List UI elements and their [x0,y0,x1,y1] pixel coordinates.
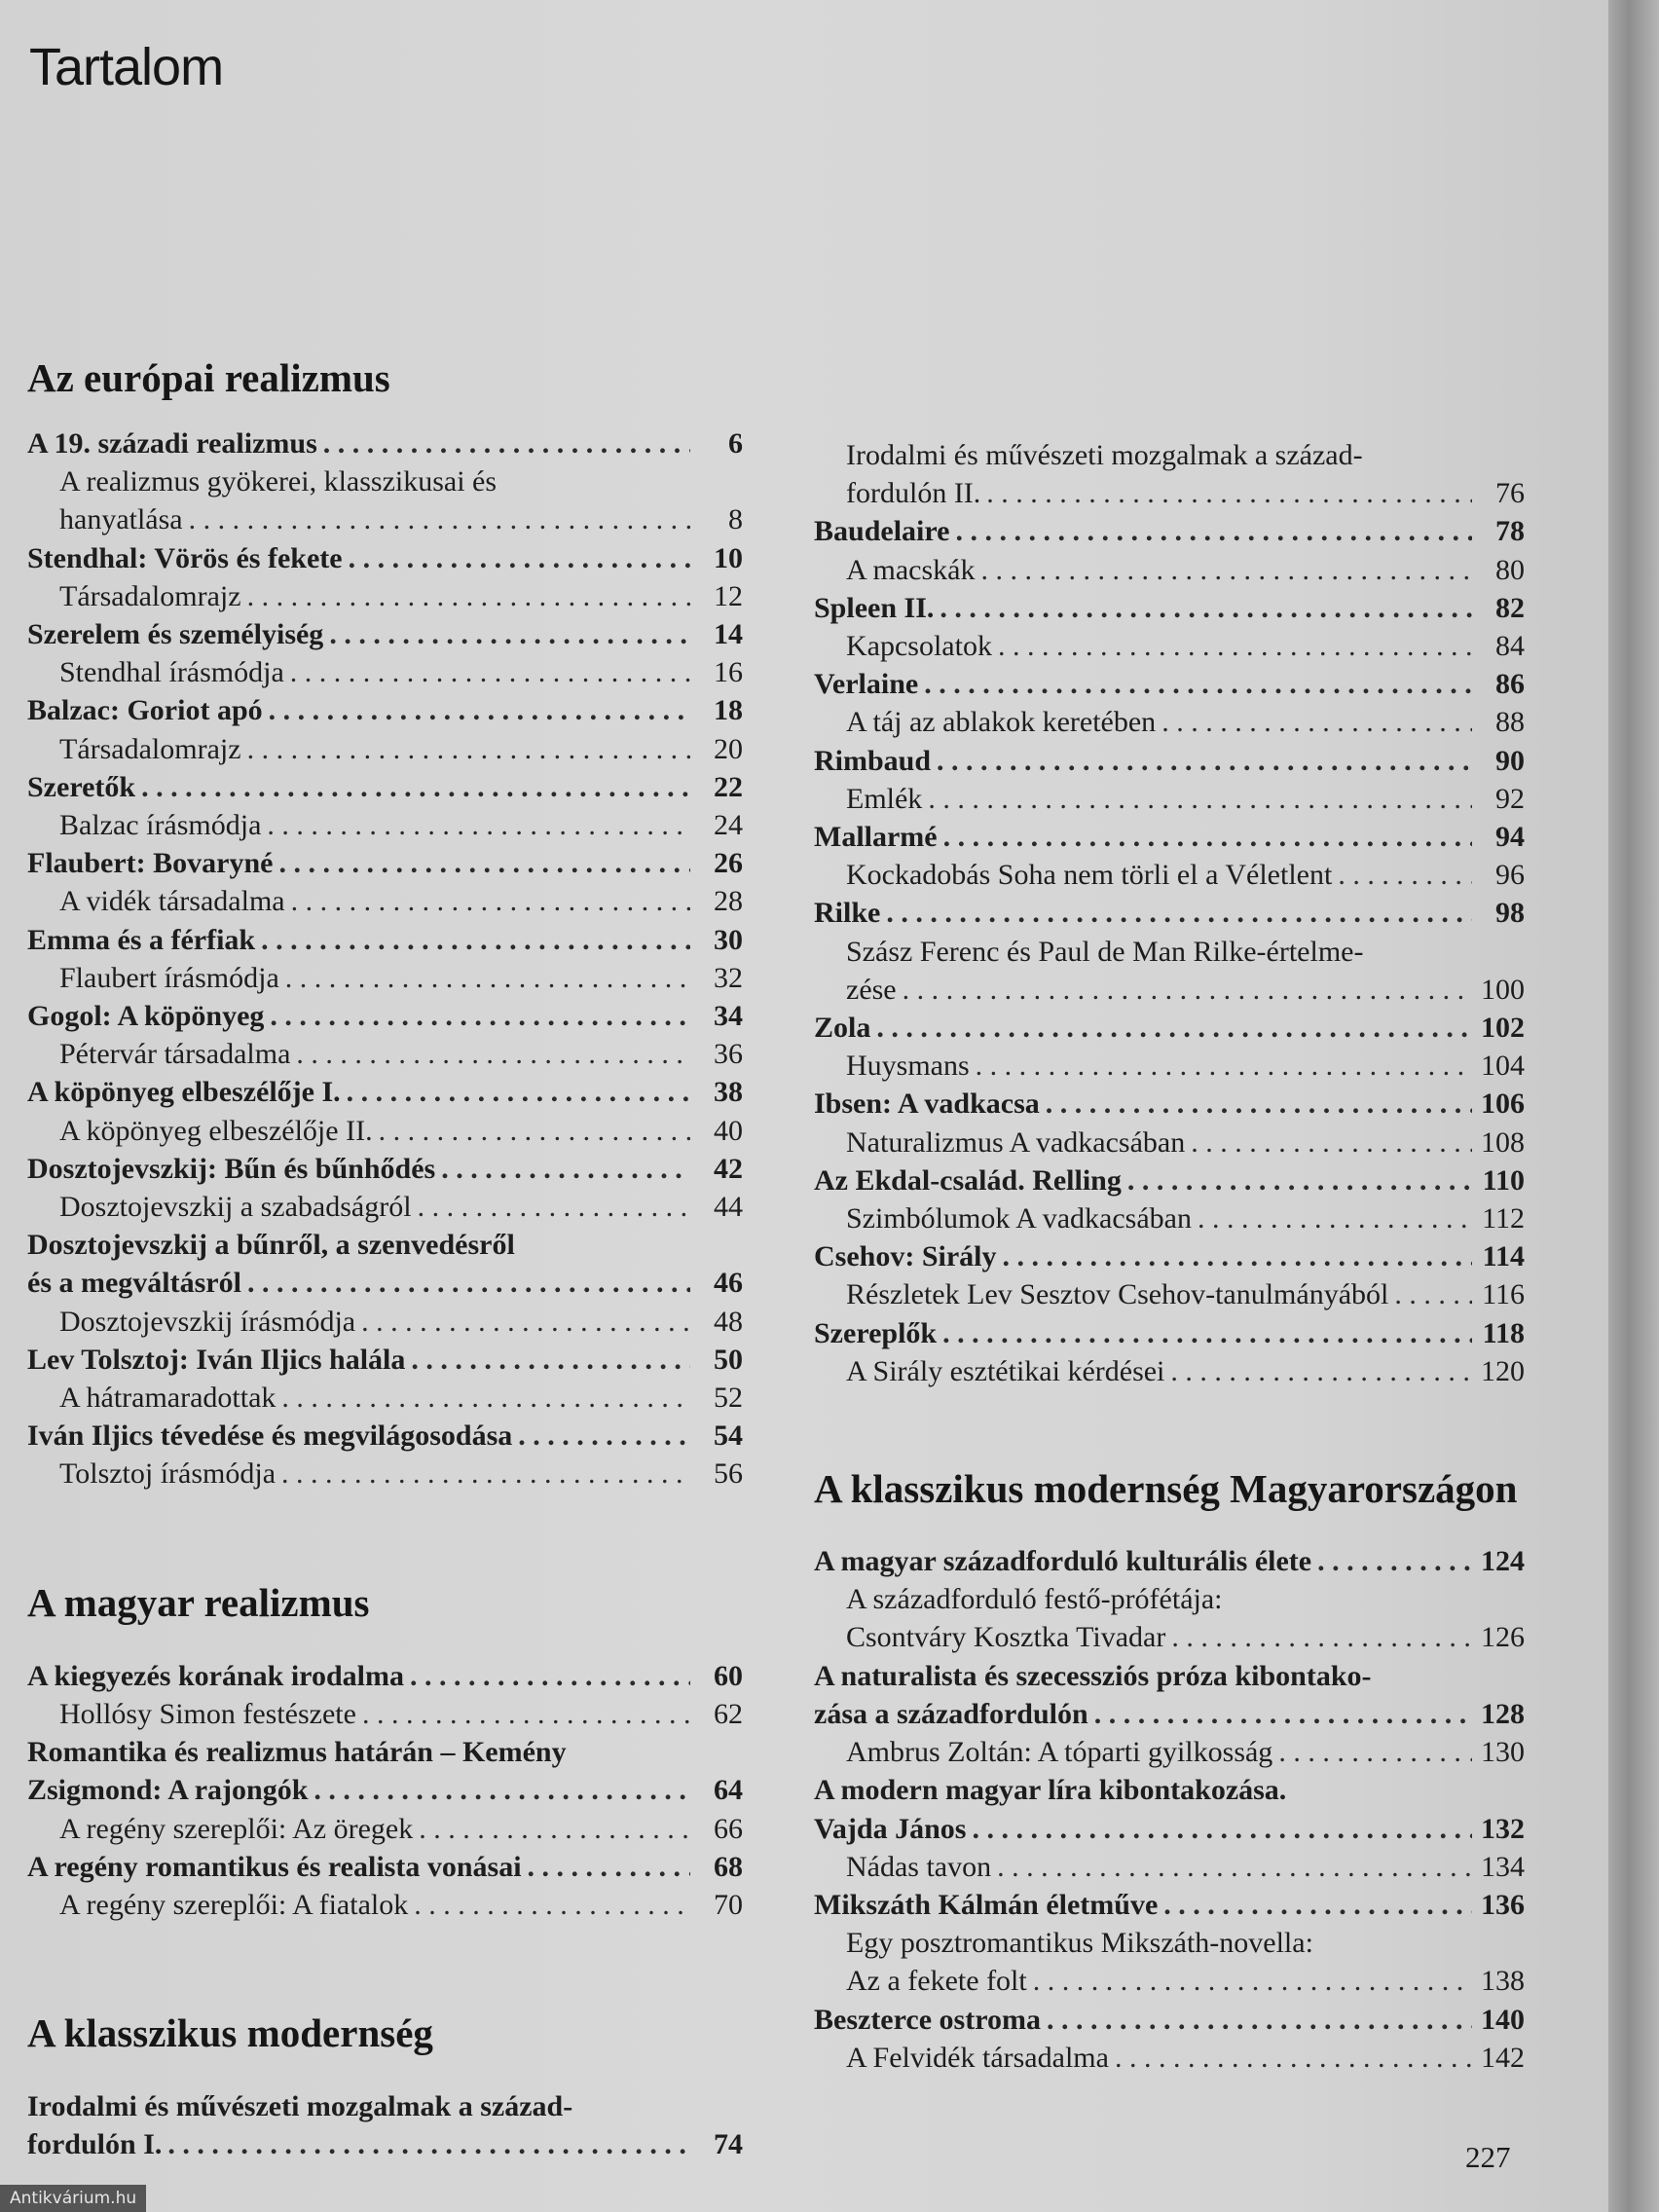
toc-entry-page: 50 [714,1343,743,1376]
toc-entry-title: Az Ekdal-család. Relling [814,1163,1122,1197]
toc-dot-leader [379,1112,690,1150]
section-heading: A magyar realizmus [27,1579,370,1625]
toc-dot-leader [1338,856,1472,894]
toc-entry[interactable] [27,1035,743,1073]
toc-entry[interactable] [27,1657,743,1695]
toc-entry-title: A Sirály esztétikai kérdései [846,1354,1165,1387]
toc-entry-page: 12 [714,579,743,612]
toc-entry[interactable] [814,856,1525,894]
toc-dot-leader [285,959,690,997]
toc-entry[interactable] [27,1417,743,1455]
toc-entry-page: 136 [1481,1888,1525,1921]
toc-entry-title: Huysmans [846,1050,970,1083]
toc-entry-page: 118 [1482,1316,1525,1349]
toc-entry-title: Rimbaud [814,744,932,777]
toc-entry-title: Emlék [846,782,923,815]
toc-entry-page: 44 [714,1191,743,1224]
toc-dot-leader [528,1848,690,1886]
toc-dot-leader [281,1455,690,1493]
toc-entry[interactable] [27,921,743,959]
toc-dot-leader [1198,1199,1472,1237]
toc-entry[interactable] [814,742,1525,780]
toc-entry[interactable] [27,2087,743,2125]
toc-entry-page: 86 [1495,668,1525,701]
toc-entry-title: Mikszáth Kálmán életműve [814,1888,1159,1921]
toc-entry-title: Szeretők [27,770,136,803]
toc-entry-page: 80 [1495,553,1525,586]
toc-entry-page: 92 [1495,782,1525,815]
toc-entry[interactable] [814,436,1525,474]
toc-entry-title: hanyatlása [59,503,183,536]
toc-dot-leader [1163,1886,1472,1924]
toc-dot-leader [290,653,690,691]
toc-entry[interactable] [27,2125,743,2163]
toc-entry-title: A Felvidék társadalma [846,2041,1109,2074]
toc-entry[interactable] [814,1886,1525,1924]
toc-dot-leader [329,615,690,653]
toc-entry[interactable] [814,1085,1525,1123]
toc-list [814,1542,1525,2077]
toc-entry-title: Ibsen: A vadkacsa [814,1088,1040,1121]
toc-dot-leader [1171,1618,1472,1656]
toc-entry[interactable] [814,1009,1525,1047]
toc-entry-page: 28 [714,885,743,918]
toc-entry-page: 52 [714,1382,743,1415]
toc-entry-title: Irodalmi és művészeti mozgalmak a század- [846,439,1363,471]
toc-dot-leader [419,1810,690,1848]
toc-entry[interactable] [27,1188,743,1226]
toc-entry-title: zása a századfordulón [814,1697,1088,1730]
toc-entry-page: 76 [1495,477,1525,510]
toc-entry[interactable] [814,1962,1525,2000]
toc-dot-leader [414,1886,690,1924]
toc-entry-page: 56 [714,1457,743,1491]
toc-entry[interactable] [27,500,743,538]
toc-entry[interactable] [27,1073,743,1111]
section-heading: A klasszikus modernség [27,2010,433,2056]
toc-entry-page: 6 [728,427,743,460]
toc-entry[interactable] [27,844,743,882]
toc-entry[interactable] [814,474,1525,512]
toc-entry-title: A regény szereplői: A fiatalok [59,1888,409,1921]
toc-entry-title: Balzac: Goriot apó [27,694,263,727]
toc-entry-title: A naturalista és szecessziós próza kibontako- [814,1659,1372,1692]
toc-entry-title: Balzac írásmódja [59,809,262,842]
toc-right-column [814,436,1525,2077]
toc-dot-leader [998,627,1472,665]
toc-entry-title: Emma és a férfiak [27,923,256,956]
toc-entry[interactable] [27,462,743,500]
toc-entry-title: Tolsztoj írásmódja [59,1457,276,1491]
toc-entry[interactable] [27,882,743,920]
toc-entry-title: Dosztojevszkij: Bűn és bűnhődés [27,1152,436,1185]
toc-entry-page: 104 [1481,1050,1525,1083]
toc-entry-title: A hátramaradottak [59,1382,276,1415]
toc-entry[interactable] [814,551,1525,589]
toc-entry-page: 126 [1481,1621,1525,1654]
toc-entry-page: 96 [1495,859,1525,892]
toc-dot-leader [247,730,690,768]
toc-entry[interactable] [27,1695,743,1733]
toc-dot-leader [410,1657,690,1695]
toc-entry[interactable] [27,1264,743,1302]
toc-entry[interactable] [814,665,1525,703]
toc-entry[interactable] [814,971,1525,1009]
toc-entry-page: 98 [1495,897,1525,930]
toc-entry-page: 18 [714,694,743,727]
toc-entry-title: Kockadobás Soha nem törli el a Véletlent [846,859,1333,892]
toc-entry-page: 94 [1495,821,1525,854]
toc-dot-leader [940,589,1472,627]
toc-dot-leader [247,577,690,615]
toc-dot-leader [411,1341,690,1379]
toc-dot-leader [1191,1124,1472,1161]
toc-entry[interactable] [27,539,743,577]
toc-dot-leader [937,742,1472,780]
toc-entry-title: Zola [814,1012,871,1045]
toc-dot-leader [167,2125,690,2163]
toc-entry-title: Szereplők [814,1316,938,1349]
toc-entry[interactable] [814,1161,1525,1199]
toc-entry-page: 42 [714,1152,743,1185]
toc-entry[interactable] [27,1226,743,1264]
toc-entry[interactable] [27,1810,743,1848]
toc-entry-page: 132 [1481,1812,1525,1845]
toc-entry-page: 24 [714,809,743,842]
toc-entry[interactable] [814,1352,1525,1390]
toc-entry-page: 124 [1481,1545,1525,1578]
toc-entry-page: 54 [714,1419,743,1453]
toc-entry-title: Szerelem és személyiség [27,618,324,651]
toc-entry-title: Stendhal írásmódja [59,656,284,689]
toc-entry[interactable] [814,1124,1525,1161]
toc-entry-title: Egy posztromantikus Mikszáth-novella: [846,1927,1313,1960]
toc-entry-title: Lev Tolsztoj: Iván Iljics halála [27,1343,406,1376]
toc-entry[interactable] [27,730,743,768]
toc-dot-leader [361,1303,690,1341]
toc-entry-title: A vidék társadalma [59,885,285,918]
toc-entry-page: 134 [1481,1850,1525,1883]
toc-entry[interactable] [814,1047,1525,1085]
toc-entry-title: Szász Ferenc és Paul de Man Rilke-értelme- [846,935,1364,968]
page-edge [1608,0,1659,2212]
toc-entry-title: Dosztojevszkij írásmódja [59,1305,356,1338]
toc-entry-page: 46 [714,1267,743,1300]
toc-entry-page: 130 [1481,1736,1525,1769]
toc-entry[interactable] [814,1275,1525,1313]
toc-entry-title: Gogol: A köpönyeg [27,1000,265,1033]
toc-entry-title: zése [846,973,897,1006]
toc-entry-title: A modern magyar líra kibontakozása. [814,1774,1287,1807]
toc-entry[interactable] [814,1848,1525,1886]
toc-dot-leader [278,844,690,882]
toc-entry-page: 20 [714,732,743,765]
toc-dot-leader [1033,1962,1472,2000]
toc-entry-page: 102 [1481,1012,1525,1045]
toc-entry-page: 128 [1481,1697,1525,1730]
toc-entry[interactable] [27,1303,743,1341]
toc-dot-leader [1094,1695,1472,1733]
toc-dot-leader [1047,2001,1472,2039]
toc-entry[interactable] [27,653,743,691]
toc-list [27,1657,743,1924]
toc-entry-title: Csontváry Kosztka Tivadar [846,1621,1166,1654]
toc-entry-page: 108 [1481,1125,1525,1159]
toc-entry-page: 140 [1481,2003,1525,2036]
toc-entry-page: 8 [728,503,743,536]
toc-entry-title: Nádas tavon [846,1850,992,1883]
toc-entry-title: A regény romantikus és realista vonásai [27,1850,522,1883]
toc-entry-page: 138 [1481,1965,1525,1998]
toc-entry-title: A köpönyeg elbeszélője II. [59,1114,373,1147]
toc-dot-leader [189,500,690,538]
toc-entry-title: Az a fekete folt [846,1965,1027,1998]
toc-list [814,436,1525,1390]
toc-entry-title: A 19. századi realizmus [27,427,317,460]
toc-entry-page: 10 [714,541,743,574]
toc-entry-title: Társadalomrajz [59,579,241,612]
toc-entry-title: Dosztojevszkij a szabadságról [59,1191,412,1224]
toc-entry-title: Társadalomrajz [59,732,241,765]
toc-entry-title: Romantika és realizmus határán – Kemény [27,1736,567,1769]
toc-entry-title: fordulón II. [846,477,981,510]
toc-dot-leader [980,551,1472,589]
toc-dot-leader [362,1695,690,1733]
toc-entry-page: 64 [714,1774,743,1807]
toc-entry[interactable] [814,703,1525,741]
toc-dot-leader [1046,1085,1472,1123]
toc-dot-leader [876,1009,1472,1047]
toc-dot-leader [1394,1275,1472,1313]
toc-entry[interactable] [814,818,1525,856]
toc-entry[interactable] [27,806,743,844]
toc-entry-title: Naturalizmus A vadkacsában [846,1125,1186,1159]
toc-entry-page: 84 [1495,630,1525,663]
toc-list [27,424,743,1493]
toc-list [27,2087,743,2163]
toc-dot-leader [1317,1542,1472,1580]
toc-entry[interactable] [27,615,743,653]
toc-entry-page: 34 [714,1000,743,1033]
toc-dot-leader [1127,1161,1472,1199]
toc-entry-page: 74 [714,2128,743,2161]
toc-entry-title: Flaubert írásmódja [59,961,279,994]
toc-dot-leader [997,1848,1472,1886]
toc-entry-page: 90 [1495,744,1525,777]
toc-dot-leader [1003,1237,1473,1275]
toc-dot-leader [1170,1352,1472,1390]
toc-entry-page: 16 [714,656,743,689]
toc-entry[interactable] [814,1314,1525,1352]
toc-entry-title: Mallarmé [814,821,938,854]
toc-entry[interactable] [814,1657,1525,1695]
toc-entry-title: A köpönyeg elbeszélője I. [27,1076,341,1109]
toc-entry[interactable] [814,894,1525,932]
toc-dot-leader [518,1417,690,1455]
toc-entry[interactable] [814,2001,1525,2039]
toc-dot-leader [441,1150,690,1188]
toc-entry[interactable] [27,424,743,462]
toc-entry-page: 14 [714,618,743,651]
toc-entry-page: 66 [714,1812,743,1845]
toc-dot-leader [955,512,1472,550]
toc-entry[interactable] [814,1237,1525,1275]
toc-dot-leader [986,474,1472,512]
toc-entry-page: 36 [714,1038,743,1071]
toc-dot-leader [418,1188,690,1226]
toc-entry-title: A táj az ablakok keretében [846,706,1157,739]
toc-entry[interactable] [814,1924,1525,1962]
toc-dot-leader [928,780,1472,818]
toc-entry[interactable] [27,1848,743,1886]
toc-entry[interactable] [27,959,743,997]
toc-entry[interactable] [27,691,743,729]
toc-entry[interactable] [814,1199,1525,1237]
toc-entry-page: 106 [1481,1088,1525,1121]
toc-dot-leader [942,1314,1472,1352]
toc-entry-page: 40 [714,1114,743,1147]
toc-entry[interactable] [814,1580,1525,1618]
toc-entry-title: A századforduló festő-prófétája: [846,1583,1223,1616]
page-title: Tartalom [29,38,224,96]
section-heading: Az európai realizmus [27,355,390,400]
toc-dot-leader [296,1035,690,1073]
toc-entry[interactable] [27,1150,743,1188]
toc-entry-page: 110 [1482,1163,1525,1197]
toc-entry-title: Csehov: Sirály [814,1240,997,1273]
toc-dot-leader [141,768,690,806]
toc-entry-title: Iván Iljics tévedése és megvilágosodása [27,1419,513,1453]
toc-dot-leader [347,1073,690,1111]
toc-entry-page: 78 [1495,515,1525,548]
toc-dot-leader [247,1264,690,1302]
toc-entry-page: 26 [714,847,743,880]
toc-dot-leader [261,921,690,959]
toc-entry[interactable] [814,1810,1525,1848]
toc-entry-page: 70 [714,1888,743,1921]
toc-dot-leader [972,1810,1472,1848]
toc-entry-title: Pétervár társadalma [59,1038,291,1071]
toc-dot-leader [924,665,1472,703]
toc-entry[interactable] [27,1112,743,1150]
toc-entry[interactable] [814,933,1525,971]
toc-dot-leader [349,539,690,577]
toc-entry[interactable] [814,1618,1525,1656]
toc-entry-title: Dosztojevszkij a bűnről, a szenvedésről [27,1229,515,1262]
toc-entry-title: Kapcsolatok [846,630,992,663]
toc-entry-page: 68 [714,1850,743,1883]
toc-entry-page: 30 [714,923,743,956]
toc-entry-page: 142 [1481,2041,1525,2074]
toc-entry[interactable] [814,512,1525,550]
toc-entry-title: Ambrus Zoltán: A tóparti gyilkosság [846,1736,1273,1769]
toc-entry-title: Beszterce ostroma [814,2003,1041,2036]
toc-dot-leader [267,806,690,844]
toc-dot-leader [313,1771,690,1809]
toc-entry-page: 116 [1482,1278,1525,1311]
toc-entry[interactable] [27,1341,743,1379]
toc-entry-title: Zsigmond: A rajongók [27,1774,309,1807]
toc-entry-title: A realizmus gyökerei, klasszikusai és [59,465,498,498]
toc-dot-leader [903,971,1472,1009]
toc-entry[interactable] [27,768,743,806]
toc-entry-title: Irodalmi és művészeti mozgalmak a század- [27,2090,573,2123]
toc-entry[interactable] [814,589,1525,627]
toc-dot-leader [270,997,690,1035]
toc-entry-title: fordulón I. [27,2128,163,2161]
toc-entry[interactable] [814,1771,1525,1809]
toc-entry-page: 48 [714,1305,743,1338]
toc-entry[interactable] [27,1379,743,1417]
page-number: 227 [1465,2140,1511,2174]
toc-entry-title: Baudelaire [814,515,950,548]
toc-entry-page: 22 [714,770,743,803]
toc-entry-page: 88 [1495,706,1525,739]
toc-dot-leader [281,1379,690,1417]
watermark: Antikvárium.hu [0,2185,146,2212]
toc-entry-title: Stendhal: Vörös és fekete [27,541,343,574]
toc-dot-leader [1161,703,1472,741]
toc-entry[interactable] [814,1733,1525,1771]
toc-entry-page: 114 [1482,1240,1525,1273]
toc-entry-title: A magyar századforduló kulturális élete [814,1545,1312,1578]
toc-entry-title: Flaubert: Bovaryné [27,847,274,880]
toc-entry-page: 112 [1482,1202,1525,1235]
toc-entry[interactable] [814,1542,1525,1580]
toc-entry-page: 82 [1495,591,1525,624]
toc-entry-title: Verlaine [814,668,919,701]
toc-entry-title: A kiegyezés korának irodalma [27,1659,404,1692]
toc-entry-title: A regény szereplői: Az öregek [59,1812,414,1845]
toc-entry[interactable] [27,1733,743,1771]
toc-entry[interactable] [814,2039,1525,2077]
toc-dot-leader [976,1047,1472,1085]
toc-entry-title: Rilke [814,897,881,930]
toc-dot-leader [1115,2039,1472,2077]
toc-entry-page: 120 [1481,1354,1525,1387]
toc-entry-page: 60 [714,1659,743,1692]
toc-dot-leader [886,894,1472,932]
toc-entry[interactable] [814,1695,1525,1733]
toc-entry[interactable] [814,780,1525,818]
toc-dot-leader [943,818,1472,856]
toc-dot-leader [291,882,690,920]
toc-entry-title: és a megváltásról [27,1267,241,1300]
toc-entry-page: 62 [714,1697,743,1730]
toc-entry-title: Spleen II. [814,591,935,624]
toc-entry-title: Hollósy Simon festészete [59,1697,356,1730]
toc-dot-leader [1278,1733,1472,1771]
toc-entry-title: A macskák [846,553,976,586]
toc-entry[interactable] [27,997,743,1035]
toc-dot-leader [323,424,690,462]
toc-entry[interactable] [27,1771,743,1809]
toc-entry[interactable] [27,1886,743,1924]
toc-entry-page: 100 [1481,973,1525,1006]
toc-entry[interactable] [27,577,743,615]
toc-entry-page: 38 [714,1076,743,1109]
toc-entry-title: Vajda János [814,1812,967,1845]
toc-entry-title: Részletek Lev Sesztov Csehov-tanulmányából [846,1278,1389,1311]
toc-entry[interactable] [814,627,1525,665]
toc-left-column [27,352,743,2164]
toc-entry-title: Szimbólumok A vadkacsában [846,1202,1192,1235]
toc-entry[interactable] [27,1455,743,1493]
toc-dot-leader [269,691,690,729]
toc-entry-page: 32 [714,961,743,994]
section-heading: A klasszikus modernség Magyarországon [814,1466,1518,1512]
